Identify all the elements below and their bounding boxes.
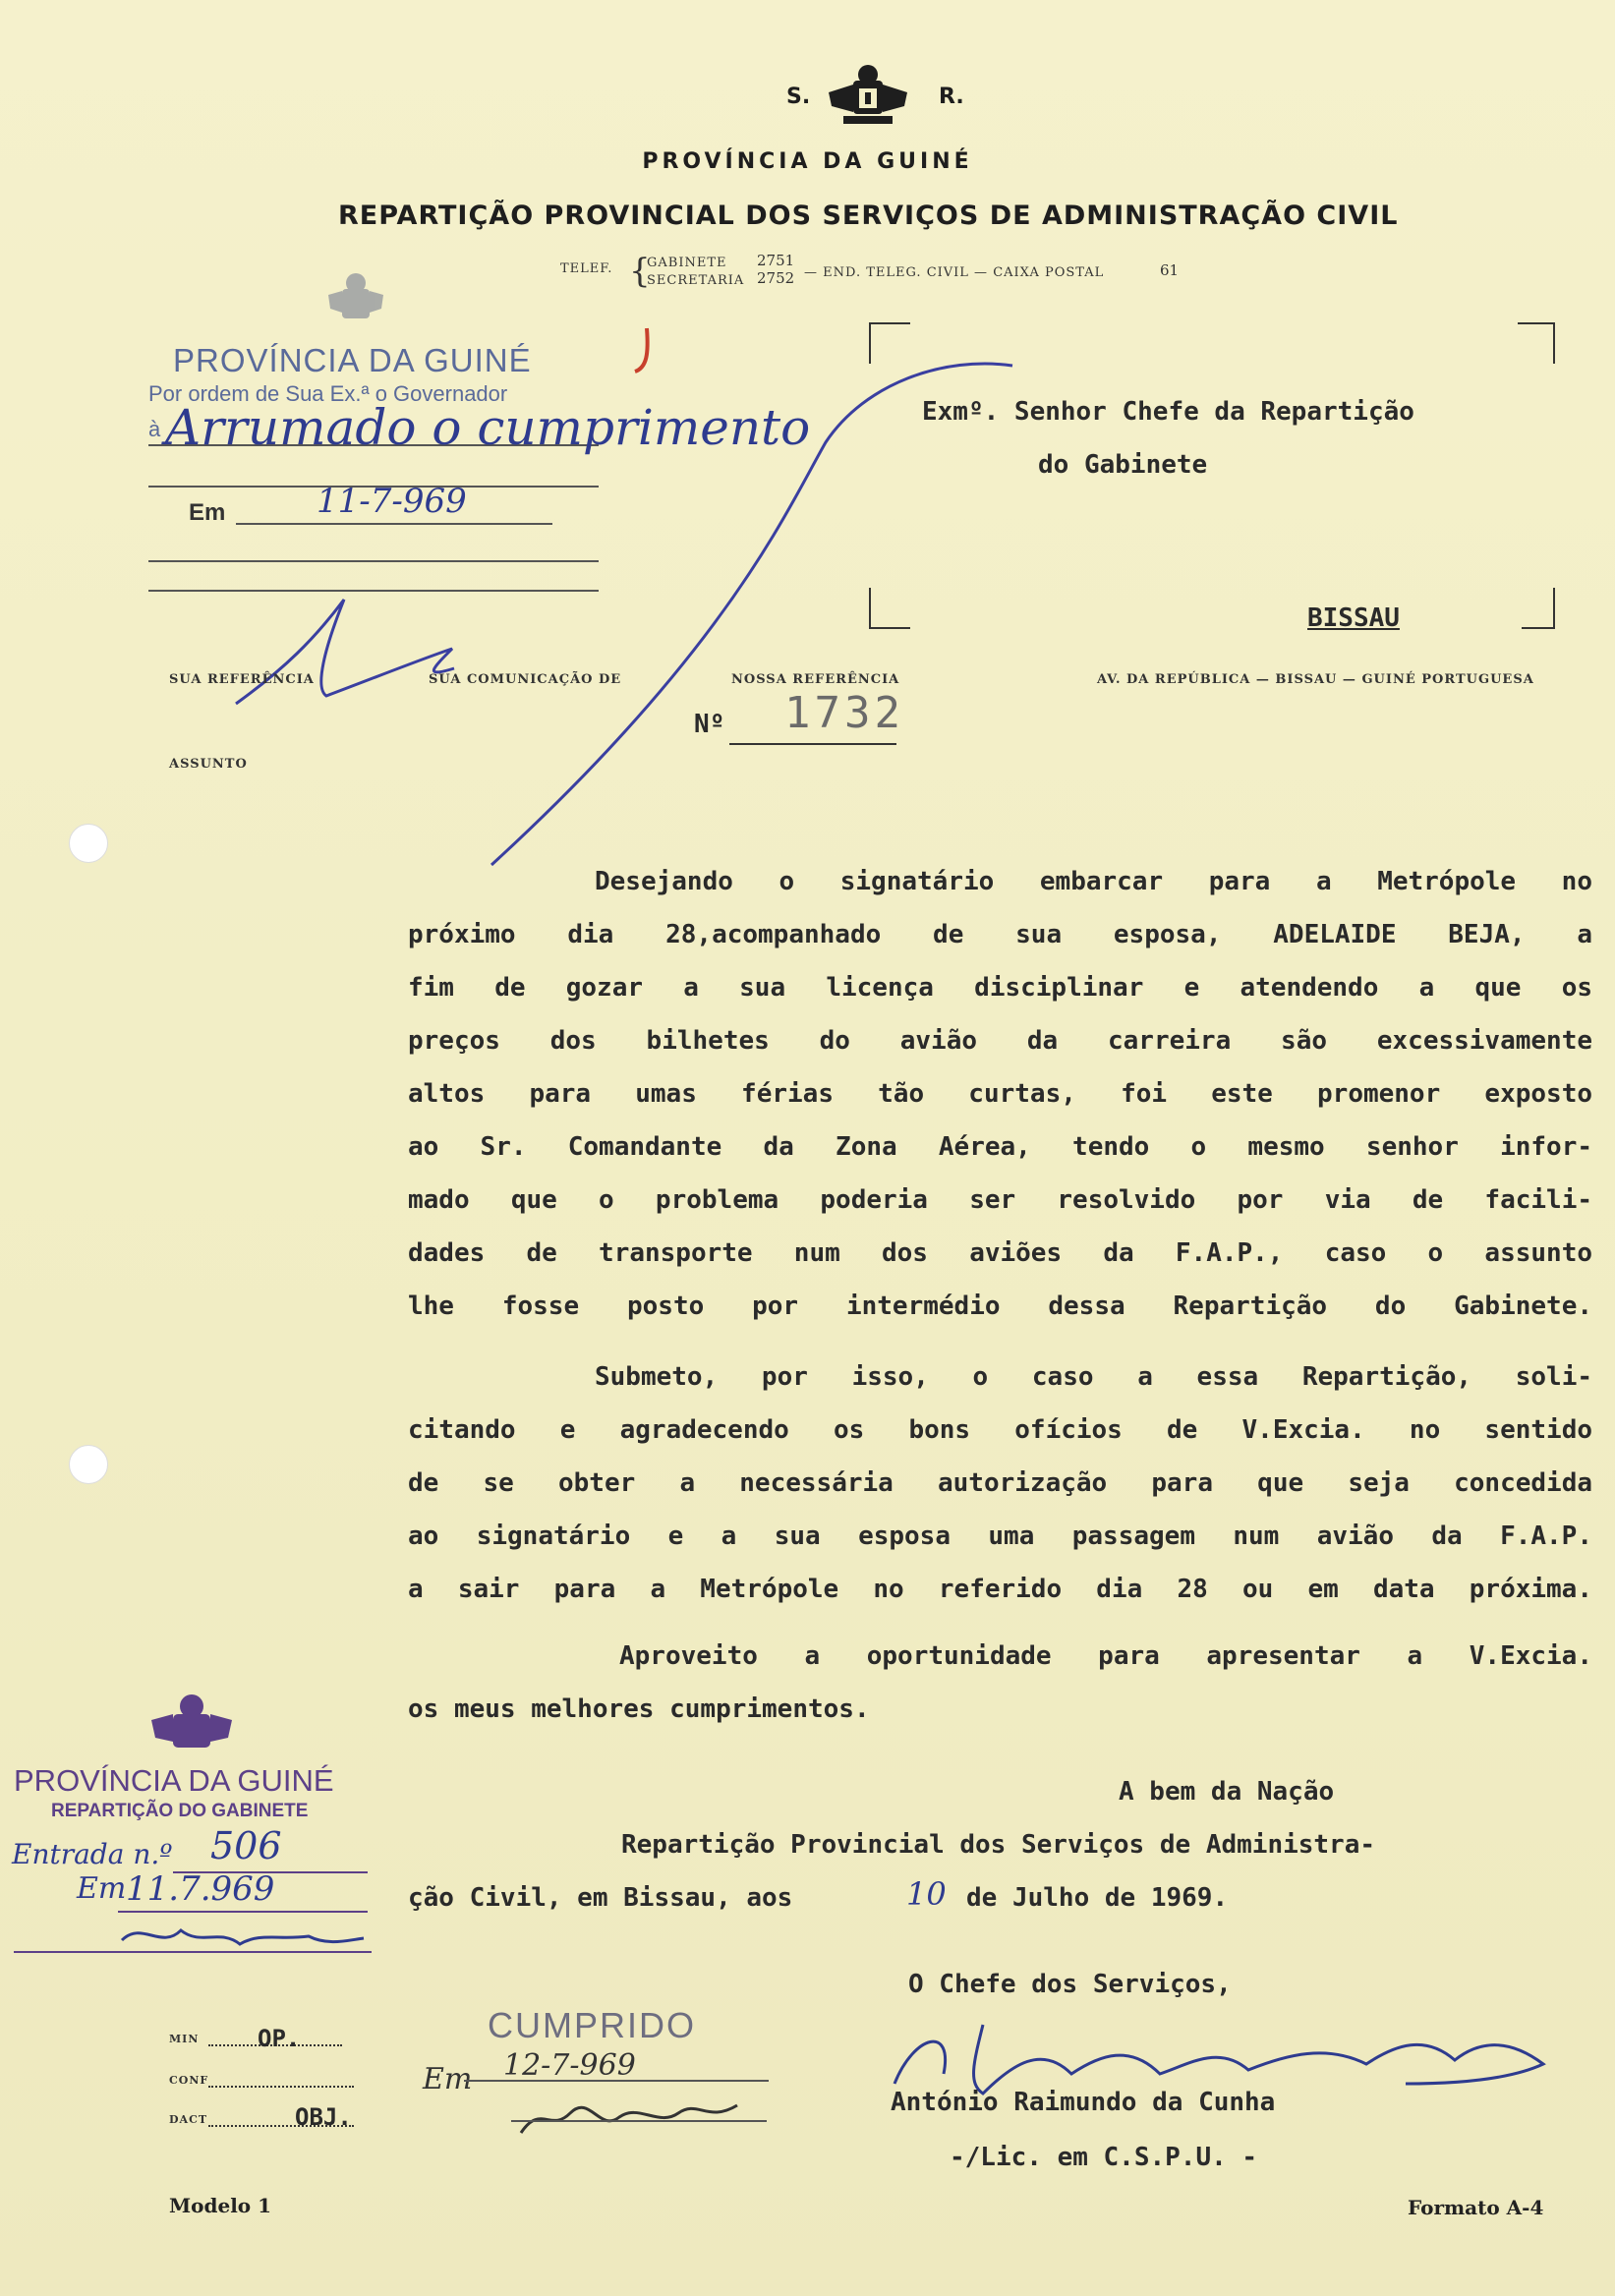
address-line: AV. DA REPÚBLICA — BISSAU — GUINÉ PORTUGUESA xyxy=(1097,672,1534,687)
sua-referencia-label: SUA REFERÊNCIA xyxy=(169,672,315,687)
body-p2-line-2: citando e agradecendo os bons ofícios de V.Excia. no sentido xyxy=(408,1415,1592,1445)
blue-pen-scrawl-icon xyxy=(197,354,1062,904)
closing-role: O Chefe dos Serviços, xyxy=(908,1970,1232,1999)
gabinete-label: GABINETE xyxy=(647,256,727,270)
body-p1-line-8: dades de transporte num dos aviões da F.A.P., caso o assunto xyxy=(408,1238,1592,1268)
conf-line xyxy=(208,2086,354,2088)
punch-hole-bottom xyxy=(69,1445,108,1484)
entry-stamp-province: PROVÍNCIA DA GUINÉ xyxy=(14,1763,334,1798)
body-p1-line-5: altos para umas férias tão curtas, foi este promenor exposto xyxy=(408,1079,1592,1109)
cumprido-date-line xyxy=(464,2080,769,2082)
cumprido-stamp-label: CUMPRIDO xyxy=(488,2005,696,2045)
closing-place-line-2b: de Julho de 1969. xyxy=(966,1883,1229,1913)
reference-number: 1732 xyxy=(784,688,904,738)
body-p2-line-3: de se obter a necessária autorização para que seja concedida xyxy=(408,1468,1592,1498)
min-value: OP. xyxy=(258,2025,301,2052)
closing-day: 10 xyxy=(906,1875,947,1913)
crop-mark-top-right xyxy=(1518,322,1555,364)
cumprido-em-label: Em xyxy=(423,2062,473,2096)
entry-em-label: Em xyxy=(77,1871,127,1906)
cumprido-date: 12-7-969 xyxy=(503,2048,636,2083)
punch-hole-top xyxy=(69,824,108,863)
body-p3-line-1: Aproveito a oportunidade para apresentar a V.Excia. xyxy=(619,1641,1592,1671)
assunto-label: ASSUNTO xyxy=(169,757,248,772)
telef-label: TELEF. xyxy=(560,261,613,276)
routing-stamp-order: Por ordem de Sua Ex.ª o Governador xyxy=(148,381,508,406)
footer-modelo: Modelo 1 xyxy=(169,2194,272,2217)
gabinete-number: 2751 xyxy=(757,252,795,269)
sua-comunicacao-label: SUA COMUNICAÇÃO DE xyxy=(429,672,622,687)
closing-title: -/Lic. em C.S.P.U. - xyxy=(950,2143,1258,2172)
routing-stamp-emblem-icon xyxy=(326,269,385,330)
entry-stamp-office: REPARTIÇÃO DO GABINETE xyxy=(51,1801,309,1821)
footer-formato: Formato A-4 xyxy=(1408,2196,1544,2219)
addressee-line-2: do Gabinete xyxy=(1038,450,1208,480)
entry-initials-icon xyxy=(14,1911,372,1970)
entry-date: 11.7.969 xyxy=(126,1869,275,1909)
secretaria-label: SECRETARIA xyxy=(647,273,745,288)
min-label: MIN xyxy=(169,2033,200,2045)
crop-mark-top-left xyxy=(869,322,910,364)
routing-stamp-a-prefix: à xyxy=(148,417,161,441)
body-p1-line-6: ao Sr. Comandante da Zona Aérea, tendo o mesmo senhor infor- xyxy=(408,1132,1592,1162)
sr-right: R. xyxy=(939,85,964,109)
closing-name: António Raimundo da Cunha xyxy=(891,2088,1276,2117)
routing-em-label: Em xyxy=(189,499,226,526)
dact-value: OBJ. xyxy=(295,2103,352,2131)
body-p2-line-1: Submeto, por isso, o caso a essa Repartição, soli- xyxy=(595,1362,1592,1392)
addressee-line-1: Exmº. Senhor Chefe da Repartição xyxy=(922,397,1414,427)
conf-label: CONF xyxy=(169,2074,209,2087)
body-p1-line-7: mado que o problema poderia ser resolvido por via de facili- xyxy=(408,1185,1592,1215)
caixa-postal-number: 61 xyxy=(1160,261,1180,279)
handwritten-routing-date: 11-7-969 xyxy=(317,482,467,521)
secretaria-number: 2752 xyxy=(757,269,795,287)
nossa-referencia-label: NOSSA REFERÊNCIA xyxy=(731,672,900,687)
contact-line: — END. TELEG. CIVIL — CAIXA POSTAL xyxy=(804,265,1105,280)
entry-number: 506 xyxy=(210,1824,282,1867)
crop-mark-bottom-right xyxy=(1522,588,1555,629)
closing-salutation: A bem da Nação xyxy=(1119,1777,1335,1807)
routing-stamp-province: PROVÍNCIA DA GUINÉ xyxy=(173,342,532,378)
letterhead-province: PROVÍNCIA DA GUINÉ xyxy=(642,149,973,174)
body-p1-line-2: próximo dia 28,acompanhado de sua esposa, ADELAIDE BEJA, a xyxy=(408,920,1592,949)
body-p1-line-1: Desejando o signatário embarcar para a Metrópole no xyxy=(595,867,1592,896)
closing-place-line-1: Repartição Provincial dos Serviços de Administra- xyxy=(621,1830,1376,1860)
body-p2-line-4: ao signatário e a sua esposa uma passagem num avião da F.A.P. xyxy=(408,1521,1592,1551)
coat-of-arms-icon xyxy=(824,63,912,132)
closing-place-line-2a: ção Civil, em Bissau, aos xyxy=(408,1883,793,1913)
body-p2-line-5: a sair para a Metrópole no referido dia 28 ou em data próxima. xyxy=(408,1575,1592,1604)
body-p1-line-9: lhe fosse posto por intermédio dessa Repartição do Gabinete. xyxy=(408,1292,1592,1321)
sr-left: S. xyxy=(786,85,811,109)
addressee-city: BISSAU xyxy=(1307,603,1400,633)
body-p3-line-2: os meus melhores cumprimentos. xyxy=(408,1694,870,1724)
entry-label: Entrada n.º xyxy=(12,1838,173,1870)
reference-number-line xyxy=(729,743,896,745)
entry-stamp-emblem-icon xyxy=(147,1691,236,1759)
dact-label: DACT xyxy=(169,2113,208,2126)
telef-brace: { xyxy=(629,252,651,291)
handwritten-instruction: Arrumado o cumprimento xyxy=(165,399,811,456)
body-p1-line-3: fim de gozar a sua licença disciplinar e atendendo a que os xyxy=(408,973,1592,1003)
body-p1-line-4: preços dos bilhetes do avião da carreira são excessivamente xyxy=(408,1026,1592,1056)
letterhead-department: REPARTIÇÃO PROVINCIAL DOS SERVIÇOS DE ADMINISTRAÇÃO CIVIL xyxy=(338,201,1399,231)
cumprido-initials-icon xyxy=(511,2084,777,2152)
reference-no-label: Nº xyxy=(694,710,725,739)
crop-mark-bottom-left xyxy=(869,588,910,629)
